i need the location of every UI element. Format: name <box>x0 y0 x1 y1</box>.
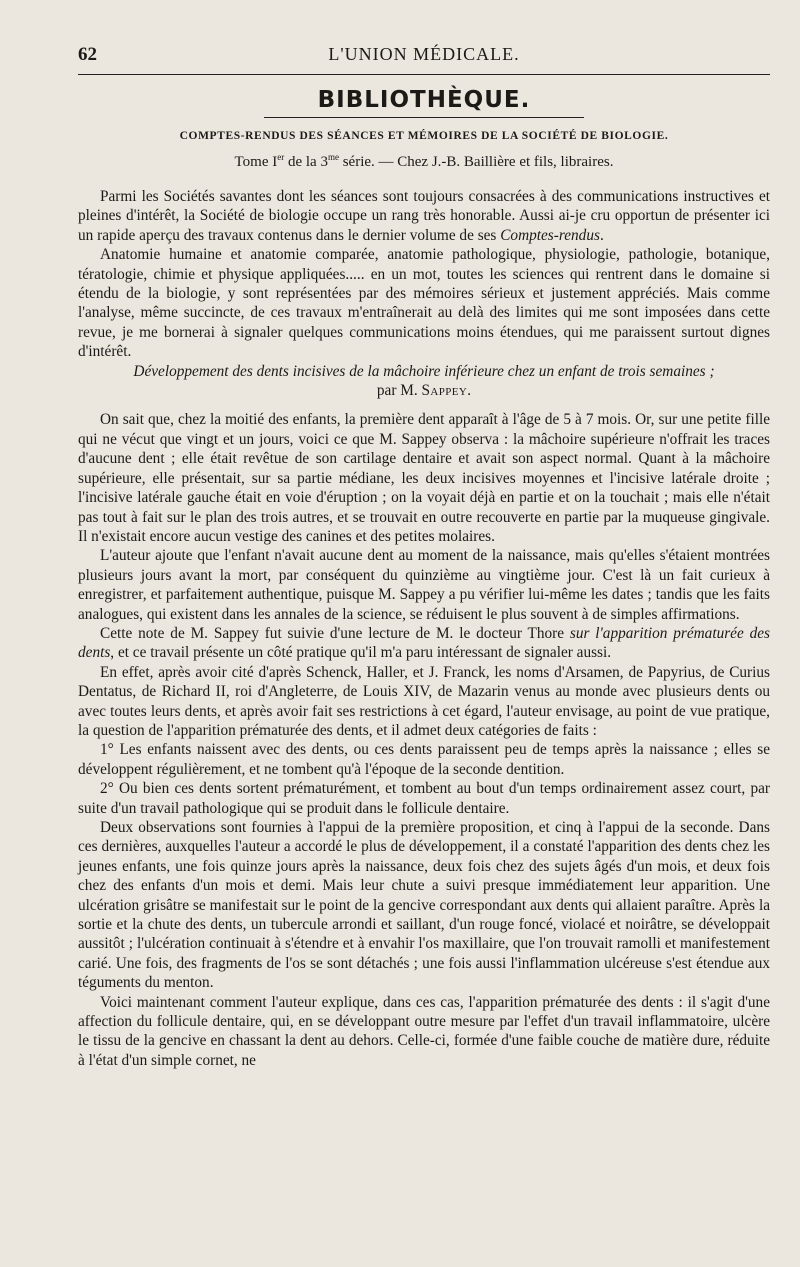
citation-superscript: me <box>327 152 339 162</box>
section-rule <box>264 117 584 118</box>
article-paragraph <box>78 624 770 663</box>
citation-superscript: er <box>277 152 285 162</box>
article-paragraph: Voici maintenant comment l'auteur explique, dans ces cas, l'apparition prématurée des dents : il s'agit d'une affection du follicule dentaire, qui, en se développant outre mesure par l'effet d'un travail inflammatoire, ulcère le tissu de la gencive en chassant la dent au dehors. Celle-ci, formée d'une faible couche de matière dure, réduite à l'état d'un simple cornet, ne <box>78 993 770 1069</box>
section-title: BIBLIOTHÈQUE. <box>317 87 531 113</box>
citation-part: de la 3 <box>284 154 328 170</box>
text-run: Cette note de M. Sappey fut suivie d'une lecture de M. le docteur Thore <box>100 624 570 642</box>
citation-part: Tome I <box>234 154 278 170</box>
page-number: 62 <box>78 44 97 65</box>
header-rule <box>78 74 770 75</box>
article-paragraph: 2° Ou bien ces dents sortent prématurément, et tombent au bout d'un temps ordinairement assez court, par suite d'un travail pathologique qui se produit dans le follicule dentaire. <box>78 780 770 817</box>
text-run: . <box>599 226 604 244</box>
article-paragraph: Deux observations sont fournies à l'appui de la première proposition, et cinq à l'appui de la seconde. Dans ces dernières, auxquelles l'auteur a accordé le plus de développement, il a constaté l'apparition des dents chez les jeunes enfants, une fois quinze jours après la naissance, deux fois chez des sujets âgés d'un mois, et deux fois chez des enfants d'un mois et demi. Mais leur chute a suivi presque immédiatement leur apparition. Une ulcération grisâtre se manifestait sur le point de la gencive correspondant aux dents qui allaient paraître. Après la sortie et la chute des dents, un tubercule arrondi et saillant, d'un rouge foncé, violacé et noirâtre, se développait aussitôt ; l'ulcération continuait à s'étendre et à envahir l'os maxillaire, que l'on trouvait ramolli et manifestement carié. Une fois, des fragments de l'os se sont détachés ; une fois aussi l'inflammation ulcéreuse s'est étendue aux téguments du menton. <box>78 819 770 992</box>
article-author <box>78 381 770 400</box>
article-paragraph: On sait que, chez la moitié des enfants, la première dent apparaît à l'âge de 5 à 7 mois. Or, sur une petite fille qui ne vécut que vingt et un jours, voici ce que M. Sappey observa : la mâchoire supérieure n'offrait les traces d'aucune dent ; elle était revêtue de son cartilage dentaire et avait son aspect normal. Quant à la mâchoire supérieure, elle présentait, sur sa partie médiane, les deux incisives moyennes et l'incisive latérale droite ; l'incisive latérale gauche était en voie d'éruption ; on la voyait déjà en partie et on la touchait ; mais elle n'était pas tout à fait sur le plan des trois autres, et se trouvait en outre recouverte en partie par la muqueuse gingivale. Il n'existait encore aucun vestige des canines et des petites molaires. <box>78 411 770 545</box>
intro-paragraph: Anatomie humaine et anatomie comparée, anatomie pathologique, physiologie, pathologie, botanique, tératologie, chimie et physique appliquées..... en un mot, toutes les sciences qui rentrent dans le domaine si étendu de la biologie, y sont représentées par des mémoires sérieux et justement appréciés. Mais comme l'analyse, même succincte, de ces travaux m'entraînerait au delà des limites qui me sont imposées dans cette revue, je me bornerai à signaler quelques communications moins étendues, qui me paraissent surtout dignes d'intérêt. <box>78 246 770 361</box>
article-paragraph: En effet, après avoir cité d'après Schenck, Haller, et J. Franck, les noms d'Arsamen, de Papyrius, de Curius Dentatus, de Richard II, roi d'Angleterre, de Louis XIV, de Mazarin venus au monde avec plusieurs dents ou avec toutes leurs dents, et après avoir fait ses restrictions à cet égard, l'auteur envisage, au point de vue pratique, la question de l'apparition prématurée des dents, et il admet deux catégories de faits : <box>78 663 770 739</box>
article-title: Développement des dents incisives de la mâchoire inférieure chez un enfant de trois semaines ; <box>133 362 715 380</box>
text-run: Parmi les Sociétés savantes dont les séances sont toujours consacrées à des communications instructives et pleines d'intérêt, la Société de biologie occupe un rang très honorable. Aussi ai-je cru opportun de présenter ici un rapide aperçu des travaux contenus dans le dernier volume de ses <box>78 188 770 244</box>
author-suffix: . <box>467 382 472 400</box>
author-prefix: par M. <box>376 382 422 400</box>
section-subtitle: COMPTES-RENDUS DES SÉANCES ET MÉMOIRES DE LA SOCIÉTÉ DE BIOLOGIE. <box>179 130 669 142</box>
text-run: , et ce travail présente un côté pratique qu'il m'a paru intéressant de signaler aussi. <box>110 644 612 662</box>
author-name: Sappey <box>421 382 468 400</box>
article-paragraph: L'auteur ajoute que l'enfant n'avait aucune dent au moment de la naissance, mais qu'elles s'étaient montrées plusieurs jours avant la mort, par conséquent du quinzième au vingtième jour. C'est là un fait curieux à enregistrer, et parfaitement authentique, puisque M. Sappey a pu vérifier lui-même les dates ; tandis que les faits analogues, qui existent dans les annales de la science, se réduisent le plus souvent à de simples affirmations. <box>78 547 770 623</box>
journal-title: L'UNION MÉDICALE. <box>328 44 520 64</box>
running-header <box>78 38 770 72</box>
body-text <box>78 187 770 1070</box>
book-citation <box>78 154 770 171</box>
italic-title: Comptes-rendus <box>500 226 600 244</box>
article-paragraph: 1° Les enfants naissent avec des dents, ou ces dents paraissent peu de temps après la naissance ; elles se développent régulièrement, et ne tombent qu'à l'époque de la seconde dentition. <box>78 741 770 778</box>
intro-paragraph <box>78 187 770 245</box>
italic-title: sur l'apparition prématurée des dents <box>78 624 770 662</box>
citation-part: série. — Chez J.-B. Baillière et fils, libraires. <box>338 154 614 170</box>
